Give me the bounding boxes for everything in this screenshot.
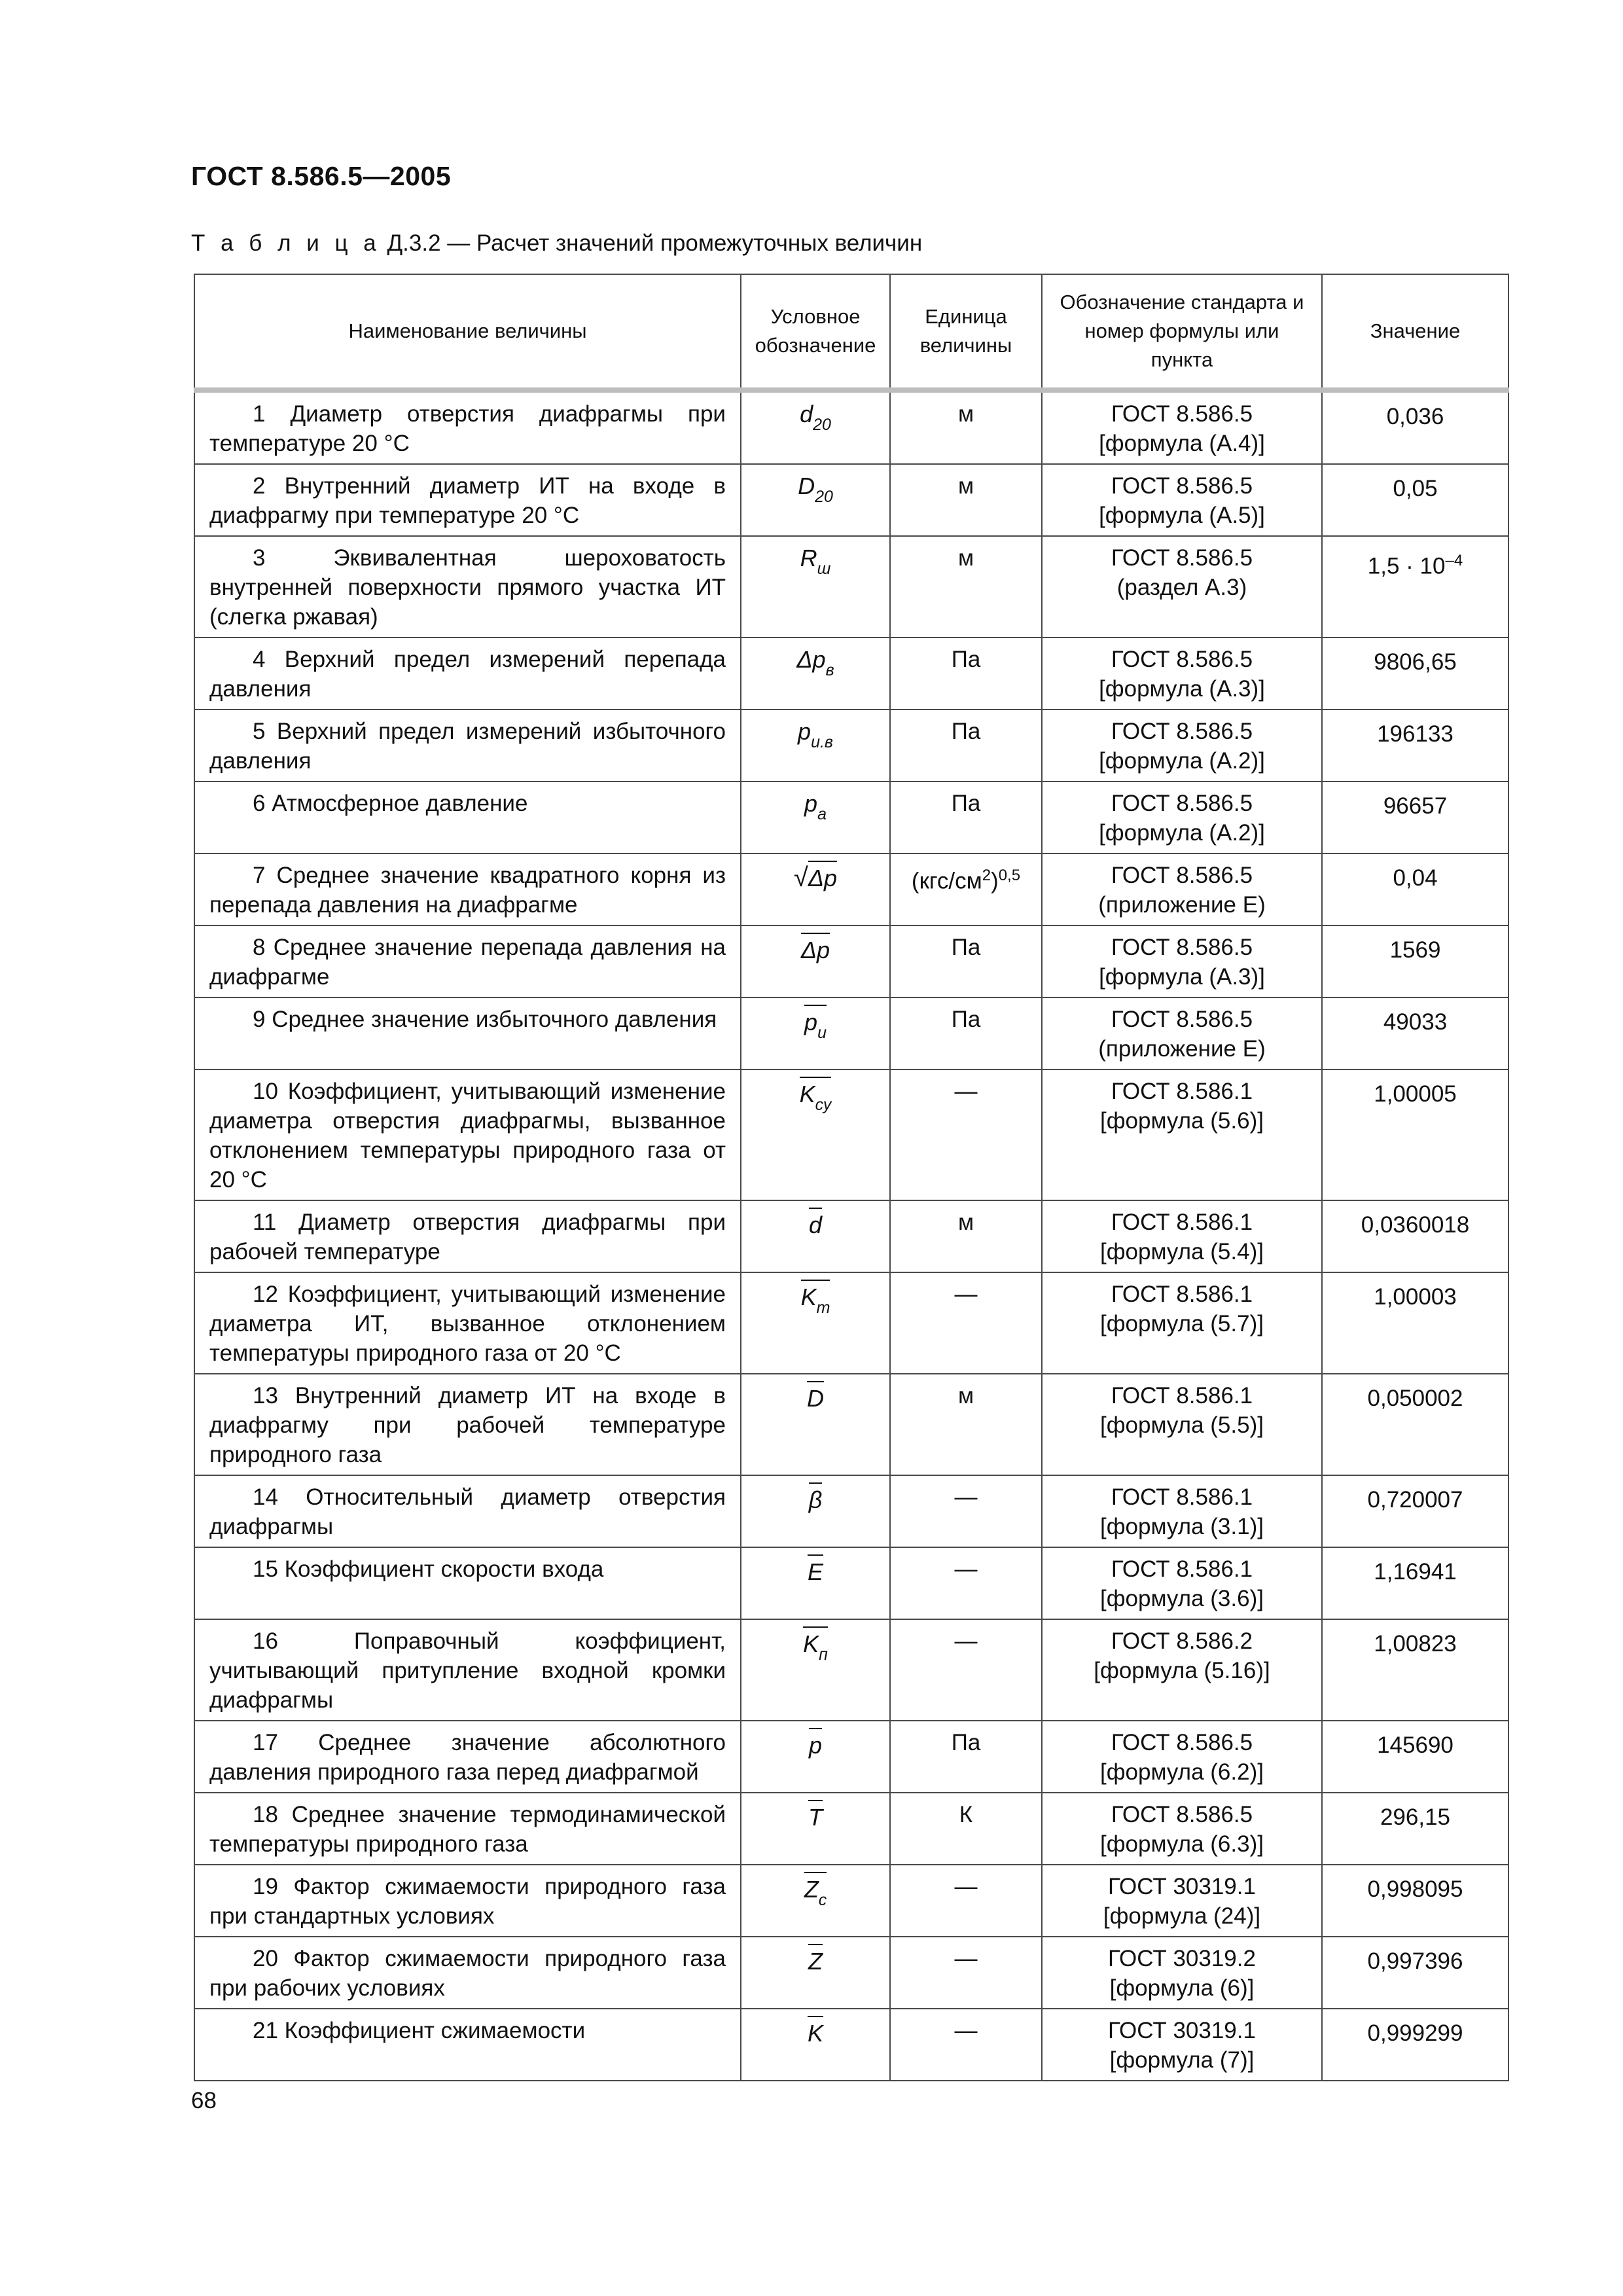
unit [890,709,1042,781]
quantity-name-text: 3 Эквивалентная шероховатость внутренней поверхности прямого участка ИТ (слегка ржавая) [209,545,726,630]
unit-text: м [957,1383,974,1408]
symbol-main: R [800,545,817,571]
formula-reference: [формула (А.2)] [1099,820,1265,846]
formula-reference: [формула (6.3)] [1100,1831,1264,1857]
formula-reference: [формула (5.4)] [1100,1239,1264,1265]
unit [890,1619,1042,1721]
quantity-name [194,637,741,709]
symbol-subscript: ш [817,560,831,578]
unit [890,1793,1042,1865]
quantity-symbol [741,997,890,1069]
quantity-name [194,1547,741,1619]
unit-text: (кгс/см [911,868,982,894]
symbol-main: D [807,1385,824,1412]
quantity-value [1322,1200,1508,1272]
quantity-name [194,2009,741,2081]
formula-reference: [формула (24)] [1103,1903,1261,1929]
unit [890,1374,1042,1475]
standard-name: ГОСТ 8.586.5 [1111,935,1253,960]
symbol-main: Z [804,1876,819,1903]
quantity-name-text: 17 Среднее значение абсолютного давления природного газа перед диафрагмой [209,1730,726,1785]
unit [890,925,1042,997]
quantity-name [194,1793,741,1865]
standard-name: ГОСТ 8.586.5 [1111,1730,1253,1755]
table-row [194,925,1508,997]
unit-text: м [957,473,974,499]
quantity-name [194,390,741,464]
value-text: 1,16941 [1374,1559,1457,1585]
unit-text: — [954,1484,978,1510]
unit-text: — [954,1282,978,1307]
quantity-symbol [741,1374,890,1475]
formula-reference: [формула (3.6)] [1100,1586,1264,1611]
symbol-main: K [800,1283,817,1310]
table-caption-text: Д.3.2 — Расчет значений промежуточных величин [387,230,923,256]
standard-name: ГОСТ 8.586.5 [1111,545,1253,571]
standard-name: ГОСТ 8.586.5 [1111,473,1253,499]
quantity-value [1322,1721,1508,1793]
unit-superscript: 2 [982,867,991,884]
quantity-symbol [741,925,890,997]
value-text: 1569 [1389,937,1441,963]
symbol-subscript: с [818,1891,827,1909]
unit-text: К [959,1802,973,1827]
column-header-name: Наименование величины [194,274,741,390]
table-caption [191,230,922,257]
quantity-value [1322,925,1508,997]
formula-reference: (приложение Е) [1098,892,1266,918]
unit [890,997,1042,1069]
quantity-value [1322,1374,1508,1475]
unit [890,1475,1042,1547]
quantity-name-text: 6 Атмосферное давление [253,791,528,816]
quantity-value [1322,709,1508,781]
symbol-subscript: в [825,661,834,679]
symbol-subscript: и [817,1024,827,1042]
quantity-name [194,464,741,536]
unit-text: м [957,545,974,571]
standard-reference [1042,1069,1322,1200]
unit-text: — [954,1946,978,1971]
formula-reference: [формула (6)] [1109,1975,1255,2001]
quantity-value [1322,1619,1508,1721]
quantity-name [194,1374,741,1475]
unit [890,781,1042,853]
table-row [194,1937,1508,2009]
formula-reference: [формула (А.3)] [1099,676,1265,702]
unit [890,853,1042,925]
unit-text: Па [951,935,981,960]
quantity-name [194,536,741,637]
formula-reference: [формула (5.6)] [1100,1108,1264,1134]
unit-text: — [954,1079,978,1104]
unit-text-tail: ) [991,868,999,894]
table-row [194,853,1508,925]
symbol-main: p [804,790,818,817]
standard-reference [1042,464,1322,536]
quantity-value [1322,1475,1508,1547]
symbol-main: Δp [808,865,838,891]
quantity-value [1322,536,1508,637]
quantity-symbol [741,1272,890,1374]
value-text: 0,720007 [1367,1487,1463,1513]
unit-text: — [954,1628,978,1654]
quantity-name [194,1069,741,1200]
value-text: 0,997396 [1367,1948,1463,1974]
table-row [194,1374,1508,1475]
value-text: 1,5 · 10 [1367,553,1446,579]
formula-reference: [формула (5.16)] [1094,1658,1270,1683]
value-text: 9806,65 [1374,649,1457,675]
unit-text: Па [951,1007,981,1032]
value-text: 296,15 [1380,1804,1451,1830]
quantity-name-text: 9 Среднее значение избыточного давления [253,1007,717,1032]
standard-reference [1042,997,1322,1069]
unit [890,1547,1042,1619]
formula-reference: [формула (А.5)] [1099,503,1265,528]
quantity-name [194,853,741,925]
unit-text: м [957,1210,974,1235]
unit [890,637,1042,709]
standard-reference [1042,1374,1322,1475]
standard-name: ГОСТ 8.586.1 [1111,1556,1253,1582]
standard-name: ГОСТ 8.586.5 [1111,1802,1253,1827]
values-table [194,274,1509,2081]
quantity-symbol [741,1547,890,1619]
table-row [194,1475,1508,1547]
page-number: 68 [191,2088,217,2113]
symbol-main: K [799,1081,815,1107]
standard-reference [1042,709,1322,781]
standard-reference [1042,925,1322,997]
standard-name: ГОСТ 8.586.1 [1111,1079,1253,1104]
unit [890,536,1042,637]
value-text: 0,036 [1386,404,1444,429]
quantity-name-text: 4 Верхний предел измерений перепада давления [209,647,726,702]
standard-reference [1042,1547,1322,1619]
standard-reference [1042,1937,1322,2009]
quantity-value [1322,853,1508,925]
quantity-name-text: 11 Диаметр отверстия диафрагмы при рабочей температуре [209,1210,726,1265]
standard-reference [1042,853,1322,925]
symbol-subscript: т [816,1299,830,1317]
formula-reference: [формула (А.4)] [1099,431,1265,456]
quantity-name [194,1200,741,1272]
unit [890,390,1042,464]
unit-text: — [954,1556,978,1582]
quantity-name [194,1865,741,1937]
standard-name: ГОСТ 8.586.1 [1111,1383,1253,1408]
quantity-name-text: 19 Фактор сжимаемости природного газа при стандартных условиях [209,1874,726,1929]
table-row [194,997,1508,1069]
quantity-value [1322,997,1508,1069]
symbol-main: Δp [796,646,826,673]
value-text: 0,999299 [1367,2020,1463,2046]
document-header: ГОСТ 8.586.5—2005 [191,161,452,191]
quantity-symbol [741,1793,890,1865]
column-header-unit: Единица величины [890,274,1042,390]
unit-text: Па [951,719,981,744]
quantity-name [194,1475,741,1547]
quantity-symbol [741,637,890,709]
symbol-subscript: и.в [811,733,833,751]
table-row [194,1721,1508,1793]
standard-reference [1042,1475,1322,1547]
table-row [194,536,1508,637]
quantity-name-text: 15 Коэффициент скорости входа [253,1556,604,1582]
table-row [194,637,1508,709]
quantity-name-text: 7 Среднее значение квадратного корня из перепада давления на диафрагме [209,863,726,918]
unit [890,2009,1042,2081]
value-text: 0,05 [1393,476,1438,501]
symbol-subscript: а [817,805,827,823]
quantity-name-text: 12 Коэффициент, учитывающий изменение диаметра ИТ, вызванное отклонением температуры природного газа от 20 °С [209,1282,726,1366]
quantity-symbol [741,1200,890,1272]
quantity-value [1322,1272,1508,1374]
table-caption-label: Т а б л и ц а [191,230,381,256]
table-header-row [194,274,1508,390]
quantity-name-text: 16 Поправочный коэффициент, учитывающий притупление входной кромки диафрагмы [209,1628,726,1713]
formula-reference: [формула (3.1)] [1100,1514,1264,1539]
standard-name: ГОСТ 8.586.5 [1111,791,1253,816]
table-row [194,709,1508,781]
standard-reference [1042,536,1322,637]
value-text: 1,00003 [1374,1284,1457,1310]
standard-name: ГОСТ 30319.2 [1108,1946,1256,1971]
column-header-value: Значение [1322,274,1508,390]
sqrt-sign: √ [793,863,808,892]
standard-reference [1042,1200,1322,1272]
standard-reference [1042,781,1322,853]
quantity-value [1322,781,1508,853]
symbol-main: K [807,2020,823,2047]
quantity-value [1322,1547,1508,1619]
value-text: 196133 [1377,721,1454,747]
value-text: 0,0360018 [1361,1212,1470,1238]
quantity-name [194,1721,741,1793]
unit [890,1272,1042,1374]
unit-text: — [954,1874,978,1899]
quantity-name [194,925,741,997]
unit [890,1069,1042,1200]
unit [890,464,1042,536]
standard-name: ГОСТ 8.586.5 [1111,647,1253,672]
symbol-main: Z [808,1948,823,1975]
value-text: 0,04 [1393,865,1438,891]
formula-reference: (раздел А.3) [1116,575,1247,600]
quantity-symbol [741,1865,890,1937]
quantity-name [194,1619,741,1721]
formula-reference: [формула (5.5)] [1100,1412,1264,1438]
symbol-main: T [808,1804,823,1831]
quantity-name-text: 18 Среднее значение термодинамической температуры природного газа [209,1802,726,1857]
standard-name: ГОСТ 8.586.5 [1111,1007,1253,1032]
standard-name: ГОСТ 8.586.5 [1111,719,1253,744]
symbol-main: E [807,1558,823,1585]
unit-text: Па [951,1730,981,1755]
quantity-name [194,997,741,1069]
unit [890,1721,1042,1793]
table-row [194,1272,1508,1374]
unit-superscript: 0,5 [998,867,1021,884]
table-row [194,1793,1508,1865]
quantity-value [1322,1937,1508,2009]
quantity-symbol [741,390,890,464]
symbol-main: d [800,401,813,427]
unit [890,1937,1042,2009]
value-text: 145690 [1377,1732,1454,1758]
quantity-value [1322,1069,1508,1200]
quantity-symbol [741,853,890,925]
symbol-main: Δp [800,937,830,963]
formula-reference: [формула (7)] [1109,2047,1255,2073]
standard-name: ГОСТ 8.586.5 [1111,863,1253,888]
value-text: 0,050002 [1367,1386,1463,1411]
quantity-name [194,1272,741,1374]
standard-reference [1042,1619,1322,1721]
formula-reference: [формула (5.7)] [1100,1311,1264,1336]
quantity-name [194,1937,741,2009]
standard-name: ГОСТ 30319.1 [1108,1874,1256,1899]
quantity-symbol [741,709,890,781]
standard-reference [1042,390,1322,464]
value-text: 1,00005 [1374,1081,1457,1107]
formula-reference: [формула (А.3)] [1099,964,1265,990]
standard-reference [1042,637,1322,709]
table-row [194,1865,1508,1937]
unit [890,1865,1042,1937]
standard-name: ГОСТ 8.586.2 [1111,1628,1253,1654]
quantity-name-text: 21 Коэффициент сжимаемости [253,2018,586,2043]
quantity-name-text: 8 Среднее значение перепада давления на диафрагме [209,935,726,990]
standard-reference [1042,1793,1322,1865]
standard-reference [1042,1272,1322,1374]
formula-reference: [формула (А.2)] [1099,748,1265,774]
unit-text: Па [951,647,981,672]
quantity-symbol [741,781,890,853]
symbol-subscript: су [815,1096,832,1114]
symbol-main: p [808,1732,823,1759]
value-text: 49033 [1383,1009,1448,1035]
quantity-name-text: 20 Фактор сжимаемости природного газа при рабочих условиях [209,1946,726,2001]
quantity-name-text: 5 Верхний предел измерений избыточного давления [209,719,726,774]
standard-reference [1042,2009,1322,2081]
quantity-name-text: 10 Коэффициент, учитывающий изменение диаметра отверстия диафрагмы, вызванное отклонением температуры природного газа от 20 °С [209,1079,726,1193]
value-text: 0,998095 [1367,1876,1463,1902]
quantity-symbol [741,1069,890,1200]
standard-reference [1042,1865,1322,1937]
quantity-name-text: 14 Относительный диаметр отверстия диафрагмы [209,1484,726,1539]
table-row [194,2009,1508,2081]
table-row [194,1619,1508,1721]
column-header-symbol: Условное обозначение [741,274,890,390]
table-row [194,464,1508,536]
quantity-value [1322,1793,1508,1865]
standard-name: ГОСТ 8.586.1 [1111,1282,1253,1307]
table-row [194,390,1508,464]
symbol-subscript: 20 [815,488,833,506]
symbol-main: d [808,1211,823,1238]
table-row [194,1200,1508,1272]
formula-reference: [формула (6.2)] [1100,1759,1264,1785]
unit [890,1200,1042,1272]
standard-name: ГОСТ 30319.1 [1108,2018,1256,2043]
quantity-value [1322,2009,1508,2081]
quantity-symbol [741,536,890,637]
value-text: 96657 [1383,793,1448,819]
quantity-name [194,781,741,853]
table-row [194,781,1508,853]
quantity-symbol [741,1721,890,1793]
formula-reference: (приложение Е) [1098,1036,1266,1062]
symbol-main: β [808,1486,823,1513]
standard-reference [1042,1721,1322,1793]
quantity-name-text: 13 Внутренний диаметр ИТ на входе в диафрагму при рабочей температуре природного газа [209,1383,726,1467]
table-body [194,390,1508,2081]
quantity-symbol [741,1937,890,2009]
quantity-symbol [741,1619,890,1721]
quantity-name [194,709,741,781]
table-row [194,1069,1508,1200]
quantity-name-text: 2 Внутренний диаметр ИТ на входе в диафрагму при температуре 20 °С [209,473,726,528]
unit-text: м [957,401,974,427]
value-exponent: –4 [1445,552,1463,569]
standard-name: ГОСТ 8.586.1 [1111,1484,1253,1510]
value-text: 1,00823 [1374,1631,1457,1657]
symbol-main: p [804,1009,818,1035]
quantity-value [1322,1865,1508,1937]
symbol-main: p [798,718,812,745]
standard-name: ГОСТ 8.586.5 [1111,401,1253,427]
standard-name: ГОСТ 8.586.1 [1111,1210,1253,1235]
unit-text: — [954,2018,978,2043]
quantity-value [1322,464,1508,536]
quantity-symbol [741,464,890,536]
quantity-name-text: 1 Диаметр отверстия диафрагмы при температуре 20 °С [209,401,726,456]
quantity-symbol [741,1475,890,1547]
quantity-value [1322,390,1508,464]
column-header-standard: Обозначение стандарта и номер формулы или пункта [1042,274,1322,390]
quantity-value [1322,637,1508,709]
symbol-subscript: 20 [813,416,831,434]
table-row [194,1547,1508,1619]
symbol-main: K [803,1630,819,1657]
quantity-symbol [741,2009,890,2081]
symbol-subscript: п [819,1645,828,1664]
symbol-main: D [798,473,815,499]
unit-text: Па [951,791,981,816]
